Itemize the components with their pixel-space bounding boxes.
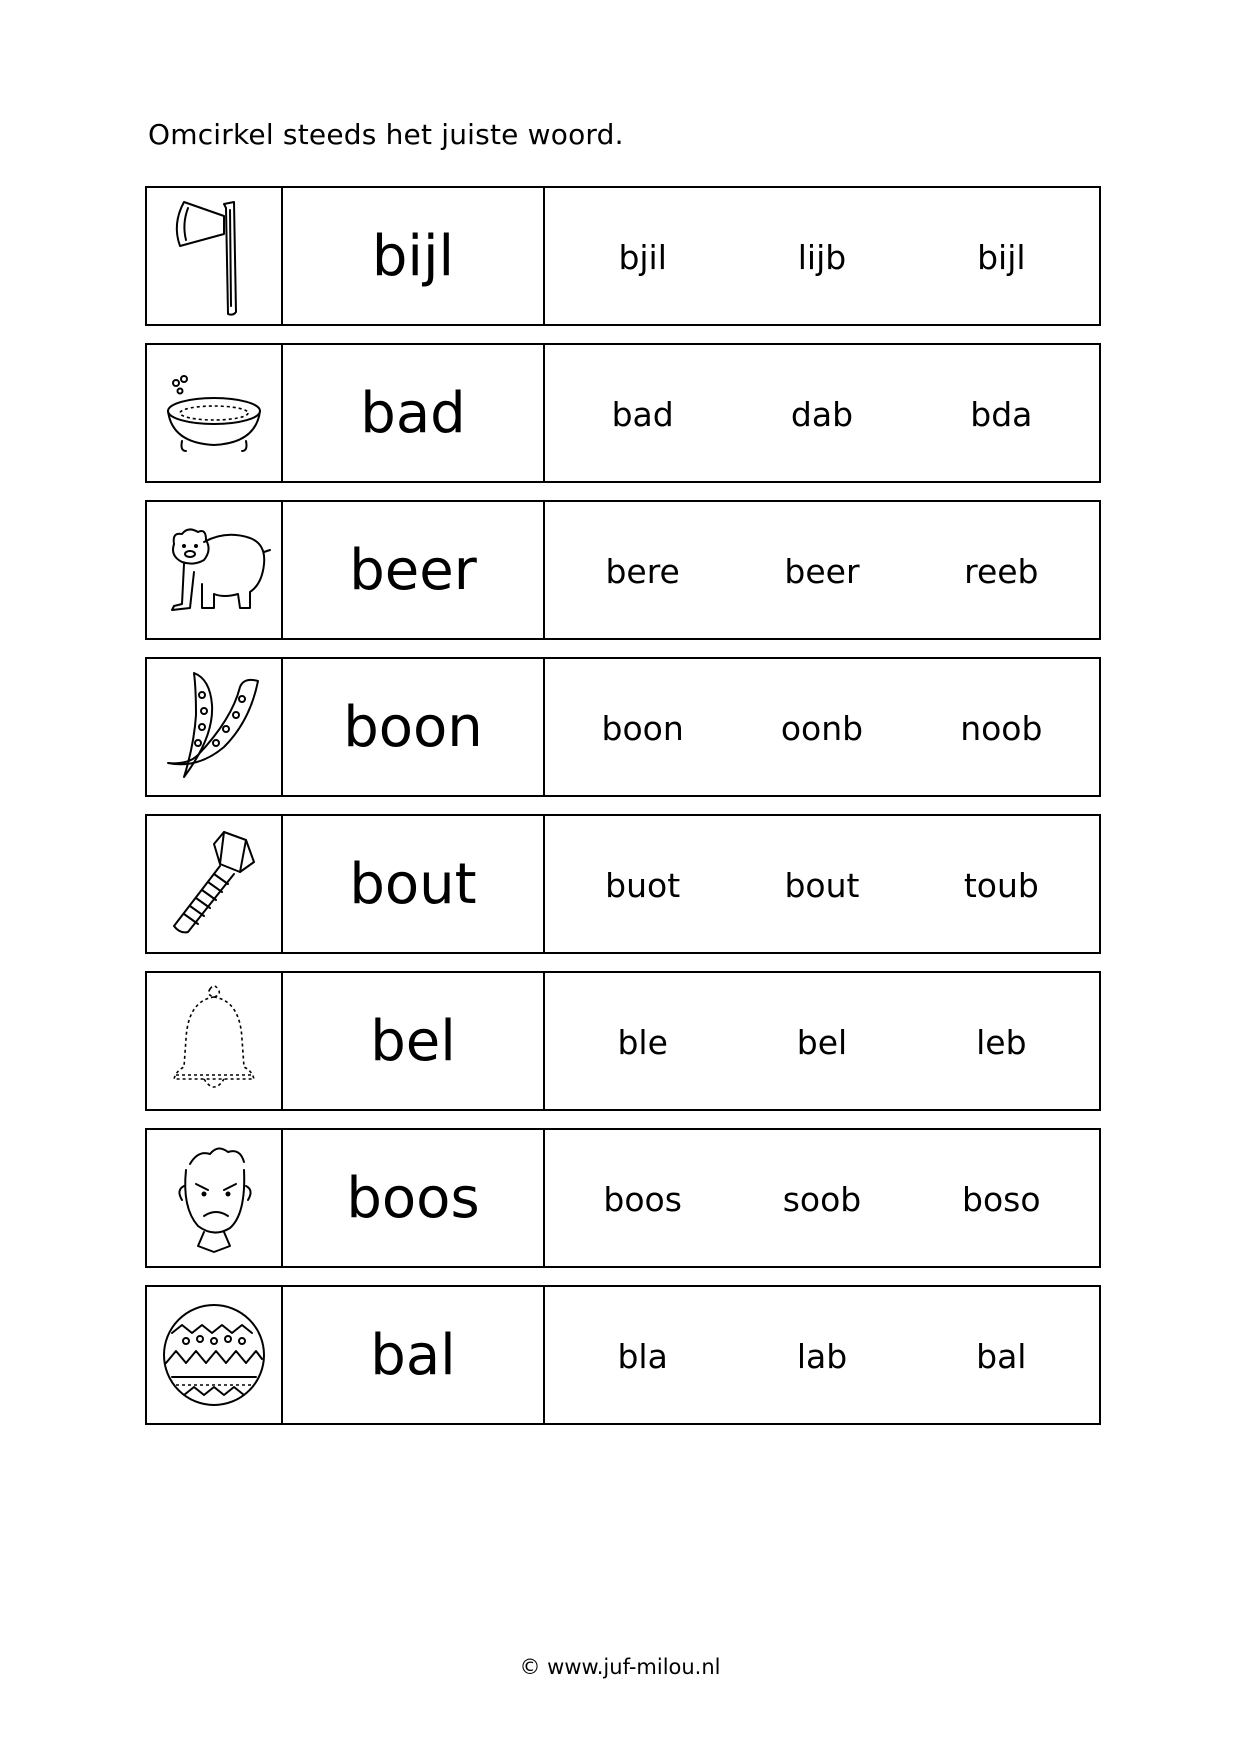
choice-group	[545, 659, 1099, 795]
choice-option[interactable]: dab	[790, 394, 854, 434]
choice-group	[545, 345, 1099, 481]
bear-icon	[147, 502, 283, 638]
choice-option[interactable]: bda	[970, 394, 1033, 434]
worksheet-row	[145, 657, 1101, 797]
worksheet-row	[145, 971, 1101, 1111]
choice-option[interactable]: bijl	[977, 237, 1026, 277]
target-word: boos	[283, 1130, 545, 1266]
bolt-icon	[147, 816, 283, 952]
choice-option[interactable]: lijb	[797, 237, 847, 277]
axe-icon	[147, 188, 283, 324]
choice-option[interactable]: soob	[782, 1179, 862, 1219]
choice-option[interactable]: ble	[617, 1022, 668, 1062]
target-word: bel	[283, 973, 545, 1109]
choice-group	[545, 188, 1099, 324]
choice-option[interactable]: bad	[611, 394, 674, 434]
bean-pod-icon	[147, 659, 283, 795]
choice-option[interactable]: boon	[601, 708, 684, 748]
target-word: beer	[283, 502, 545, 638]
choice-option[interactable]: bla	[617, 1336, 668, 1376]
choice-group	[545, 973, 1099, 1109]
choice-option[interactable]: oonb	[780, 708, 864, 748]
choice-option[interactable]: bal	[976, 1336, 1027, 1376]
worksheet-row	[145, 186, 1101, 326]
choice-option[interactable]: bere	[605, 551, 680, 591]
bell-icon	[147, 973, 283, 1109]
bathtub-icon	[147, 345, 283, 481]
choice-option[interactable]: beer	[784, 551, 860, 591]
worksheet-row	[145, 1285, 1101, 1425]
choice-option[interactable]: bjil	[618, 237, 667, 277]
instruction-text: Omcirkel steeds het juiste woord.	[148, 118, 624, 151]
choice-option[interactable]: bel	[796, 1022, 848, 1062]
choice-option[interactable]: boos	[603, 1179, 682, 1219]
choice-option[interactable]: reeb	[964, 551, 1039, 591]
choice-option[interactable]: lab	[796, 1336, 848, 1376]
target-word: bijl	[283, 188, 545, 324]
worksheet-row	[145, 1128, 1101, 1268]
choice-group	[545, 1130, 1099, 1266]
choice-group	[545, 502, 1099, 638]
choice-option[interactable]: boso	[962, 1179, 1041, 1219]
choice-option[interactable]: toub	[963, 865, 1039, 905]
worksheet-row	[145, 814, 1101, 954]
worksheet-row	[145, 343, 1101, 483]
target-word: bout	[283, 816, 545, 952]
target-word: bal	[283, 1287, 545, 1423]
choice-option[interactable]: noob	[960, 708, 1043, 748]
target-word: boon	[283, 659, 545, 795]
choice-option[interactable]: buot	[605, 865, 681, 905]
choice-option[interactable]: bout	[784, 865, 860, 905]
choice-group	[545, 1287, 1099, 1423]
copyright-footer: © www.juf-milou.nl	[519, 1655, 721, 1679]
choice-option[interactable]: leb	[976, 1022, 1027, 1062]
target-word: bad	[283, 345, 545, 481]
worksheet-row	[145, 500, 1101, 640]
choice-group	[545, 816, 1099, 952]
angry-face-icon	[147, 1130, 283, 1266]
ball-icon	[147, 1287, 283, 1423]
